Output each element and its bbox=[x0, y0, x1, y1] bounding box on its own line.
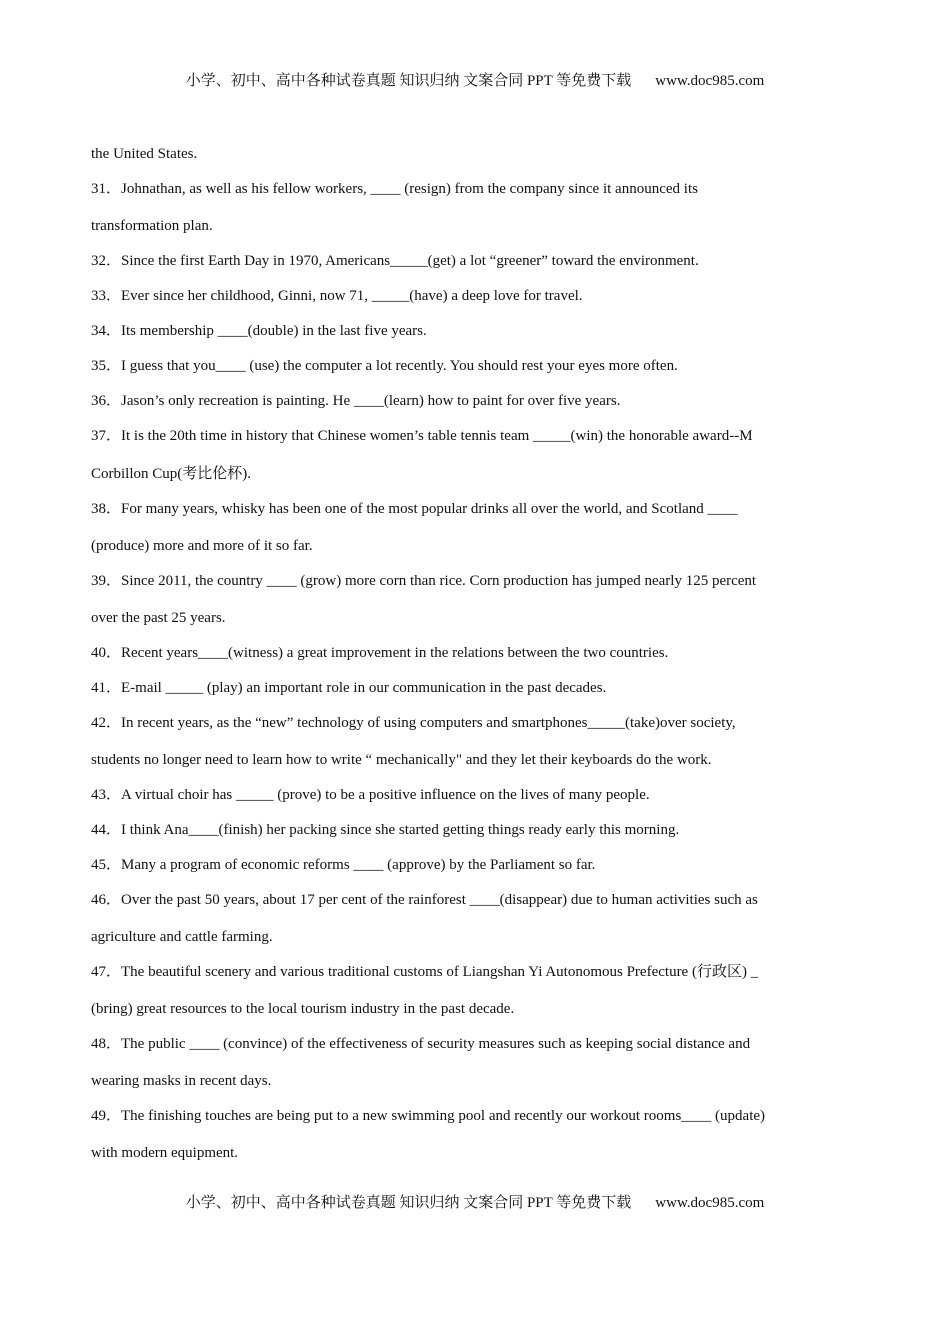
question-38: 38．For many years, whisky has been one of the most popular drinks all over the world, and Scotland ____ bbox=[91, 501, 738, 517]
question-42: 42．In recent years, as the “new” technology of using computers and smartphones_____(take)over society, bbox=[91, 715, 736, 731]
text-line: over the past 25 years. bbox=[91, 610, 226, 626]
question-49: 49．The finishing touches are being put to a new swimming pool and recently our workout rooms____ (update) bbox=[91, 1108, 766, 1124]
question-47: 47．The beautiful scenery and various traditional customs of Liangshan Yi Autonomous Prefecture (行政区) _ bbox=[91, 964, 759, 980]
question-43: 43．A virtual choir has _____ (prove) to be a positive influence on the lives of many people. bbox=[91, 787, 650, 803]
question-46: 46．Over the past 50 years, about 17 per cent of the rainforest ____(disappear) due to human activities such as bbox=[91, 892, 758, 908]
question-32: 32．Since the first Earth Day in 1970, Americans_____(get) a lot “greener” toward the environment. bbox=[91, 253, 699, 269]
page-footer bbox=[0, 1191, 950, 1212]
header-url[interactable]: www.doc985.com bbox=[655, 73, 765, 89]
footer-url[interactable]: www.doc985.com bbox=[655, 1195, 765, 1211]
text-line: transformation plan. bbox=[91, 218, 213, 234]
question-34: 34．Its membership ____(double) in the last five years. bbox=[91, 323, 427, 339]
question-44: 44．I think Ana____(finish) her packing since she started getting things ready early this morning. bbox=[91, 822, 680, 838]
text-line: with modern equipment. bbox=[91, 1145, 239, 1161]
question-48: 48．The public ____ (convince) of the effectiveness of security measures such as keeping social distance and bbox=[91, 1036, 751, 1052]
text-line: students no longer need to learn how to write “ mechanically" and they let their keyboards do the work. bbox=[91, 752, 712, 768]
text-line: (produce) more and more of it so far. bbox=[91, 538, 313, 554]
text-line: Corbillon Cup(考比伦杯). bbox=[91, 466, 251, 482]
question-35: 35．I guess that you____ (use) the computer a lot recently. You should rest your eyes more often. bbox=[91, 358, 678, 374]
question-37: 37．It is the 20th time in history that Chinese women’s table tennis team _____(win) the honorable award--M bbox=[91, 428, 753, 444]
question-41: 41．E-mail _____ (play) an important role in our communication in the past decades. bbox=[91, 680, 607, 696]
question-45: 45．Many a program of economic reforms ____ (approve) by the Parliament so far. bbox=[91, 857, 596, 873]
footer-text: 小学、初中、高中各种试卷真题 知识归纳 文案合同 PPT 等免费下载 bbox=[185, 1195, 632, 1211]
page-header bbox=[0, 69, 950, 90]
question-39: 39．Since 2011, the country ____ (grow) more corn than rice. Corn production has jumped nearly 125 percent bbox=[91, 573, 757, 589]
text-line: agriculture and cattle farming. bbox=[91, 929, 273, 945]
text-line: wearing masks in recent days. bbox=[91, 1073, 272, 1089]
text-line: the United States. bbox=[91, 146, 198, 162]
question-31: 31．Johnathan, as well as his fellow workers, ____ (resign) from the company since it announced its bbox=[91, 181, 698, 197]
header-text: 小学、初中、高中各种试卷真题 知识归纳 文案合同 PPT 等免费下载 bbox=[185, 73, 632, 89]
question-36: 36．Jason’s only recreation is painting. He ____(learn) how to paint for over five years. bbox=[91, 393, 621, 409]
question-33: 33．Ever since her childhood, Ginni, now 71, _____(have) a deep love for travel. bbox=[91, 288, 583, 304]
text-line: (bring) great resources to the local tourism industry in the past decade. bbox=[91, 1001, 515, 1017]
question-40: 40．Recent years____(witness) a great improvement in the relations between the two countries. bbox=[91, 645, 669, 661]
